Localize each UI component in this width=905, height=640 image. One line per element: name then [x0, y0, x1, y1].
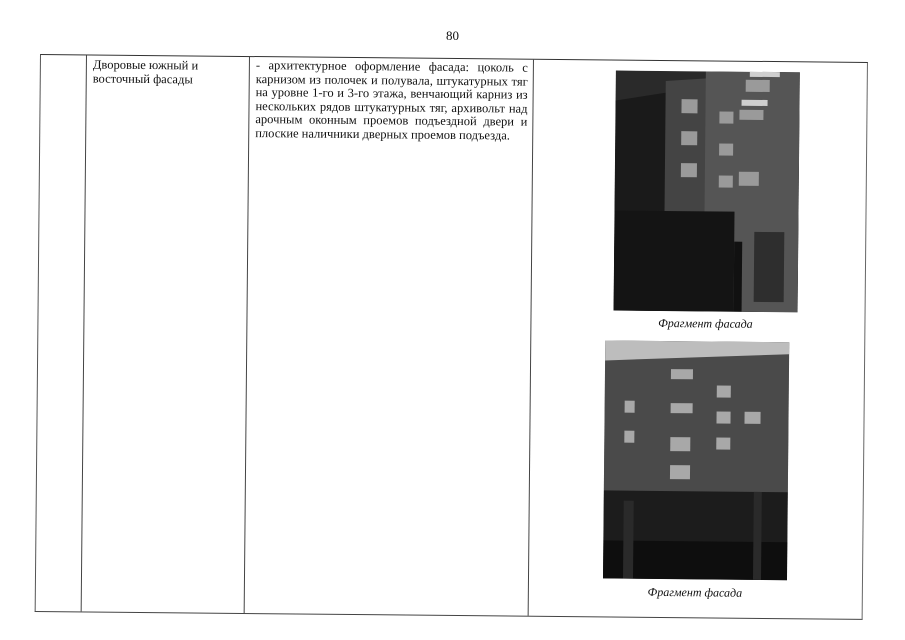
photo-caption: Фрагмент фасада [647, 584, 743, 600]
facade-description: - архитектурное оформление фасада: цоколь с карнизом из полочек и полувала, штукатурных тяг на уровне 1-го и 3-го этажа, венчающий карниз из нескольких рядов штукатурных тяг, архивольт над арочным оконным проемов подъездной двери и плоские наличники дверных проемов подъезда. [255, 58, 528, 143]
photo-cell [529, 60, 867, 619]
facade-photo [603, 340, 789, 580]
number-cell [36, 55, 87, 611]
facade-description-cell [245, 57, 534, 616]
photo-caption: Фрагмент фасада [658, 315, 753, 331]
facade-name: Дворовые южный и восточный фасады [92, 57, 199, 87]
page-number: 80 [446, 28, 459, 43]
facade-name-cell [82, 55, 250, 613]
facade-table [35, 54, 868, 620]
facade-photo [614, 71, 800, 313]
